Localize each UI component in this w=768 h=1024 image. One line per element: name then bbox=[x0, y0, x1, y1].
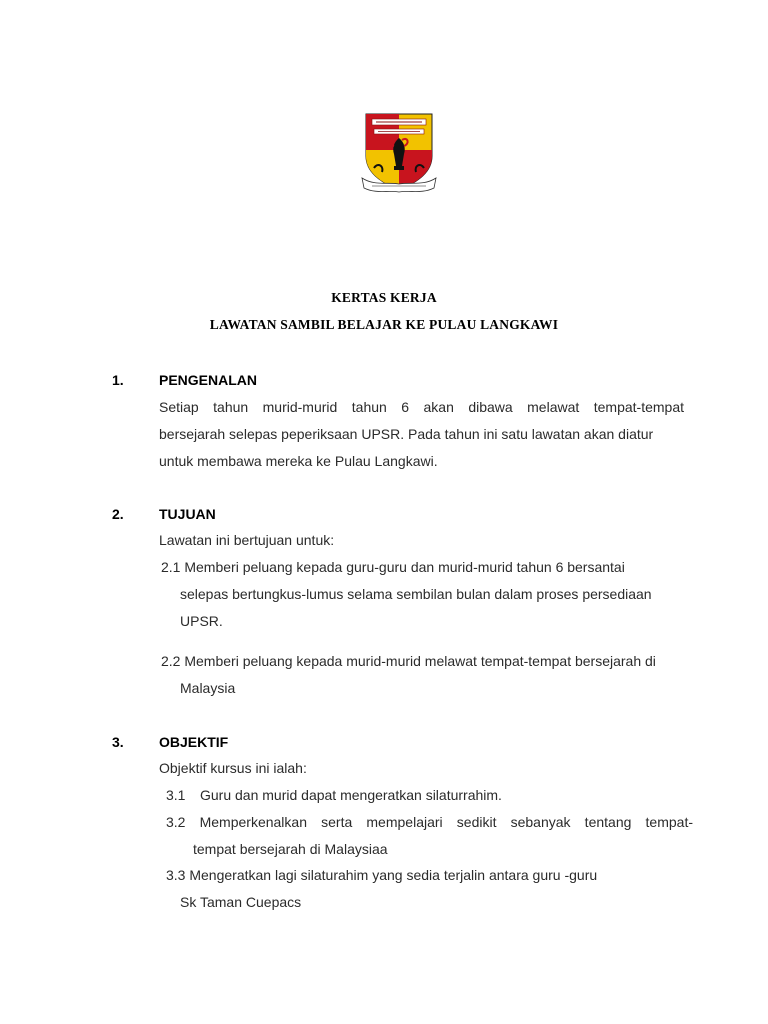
section-heading-tujuan: TUJUAN bbox=[159, 506, 216, 522]
section-number: 2. bbox=[112, 506, 124, 522]
list-item-line: Malaysia bbox=[180, 680, 236, 696]
section-intro: Lawatan ini bertujuan untuk: bbox=[159, 532, 335, 548]
section-heading-pengenalan: PENGENALAN bbox=[159, 372, 258, 388]
paragraph-line: bersejarah selepas peperiksaan UPSR. Pada tahun ini satu lawatan akan diatur bbox=[159, 426, 654, 442]
list-item-line: 3.3 Mengeratkan lagi silaturahim yang sedia terjalin antara guru -guru bbox=[166, 867, 598, 883]
school-crest-icon bbox=[360, 110, 438, 196]
list-item-line: 3.2 Memperkenalkan serta mempelajari sedikit sebanyak tentang tempat- bbox=[166, 814, 693, 830]
paragraph-line: Setiap tahun murid-murid tahun 6 akan dibawa melawat tempat-tempat bbox=[159, 399, 684, 415]
section-intro: Objektif kursus ini ialah: bbox=[159, 760, 307, 776]
list-item bbox=[166, 786, 502, 804]
document-title: KERTAS KERJA bbox=[331, 290, 437, 305]
document-subtitle: LAWATAN SAMBIL BELAJAR KE PULAU LANGKAWI bbox=[209, 317, 559, 332]
list-item-line: UPSR. bbox=[180, 613, 223, 629]
list-item-line: tempat bersejarah di Malaysiaa bbox=[193, 841, 388, 857]
list-item-line: 2.2 Memberi peluang kepada murid-murid melawat tempat-tempat bersejarah di bbox=[161, 653, 656, 669]
list-item-number: 3.1 bbox=[166, 787, 186, 803]
list-item-line: 2.1 Memberi peluang kepada guru-guru dan murid-murid tahun 6 bersantai bbox=[161, 559, 625, 575]
list-item-line: selepas bertungkus-lumus selama sembilan bulan dalam proses persediaan bbox=[180, 586, 652, 602]
section-number: 1. bbox=[112, 372, 124, 388]
section-heading-objektif: OBJEKTIF bbox=[159, 734, 229, 750]
paragraph-line: untuk membawa mereka ke Pulau Langkawi. bbox=[159, 453, 438, 469]
section-number: 3. bbox=[112, 734, 124, 750]
list-item-text: Guru dan murid dapat mengeratkan silaturrahim. bbox=[200, 787, 502, 803]
list-item-line: Sk Taman Cuepacs bbox=[180, 894, 302, 910]
